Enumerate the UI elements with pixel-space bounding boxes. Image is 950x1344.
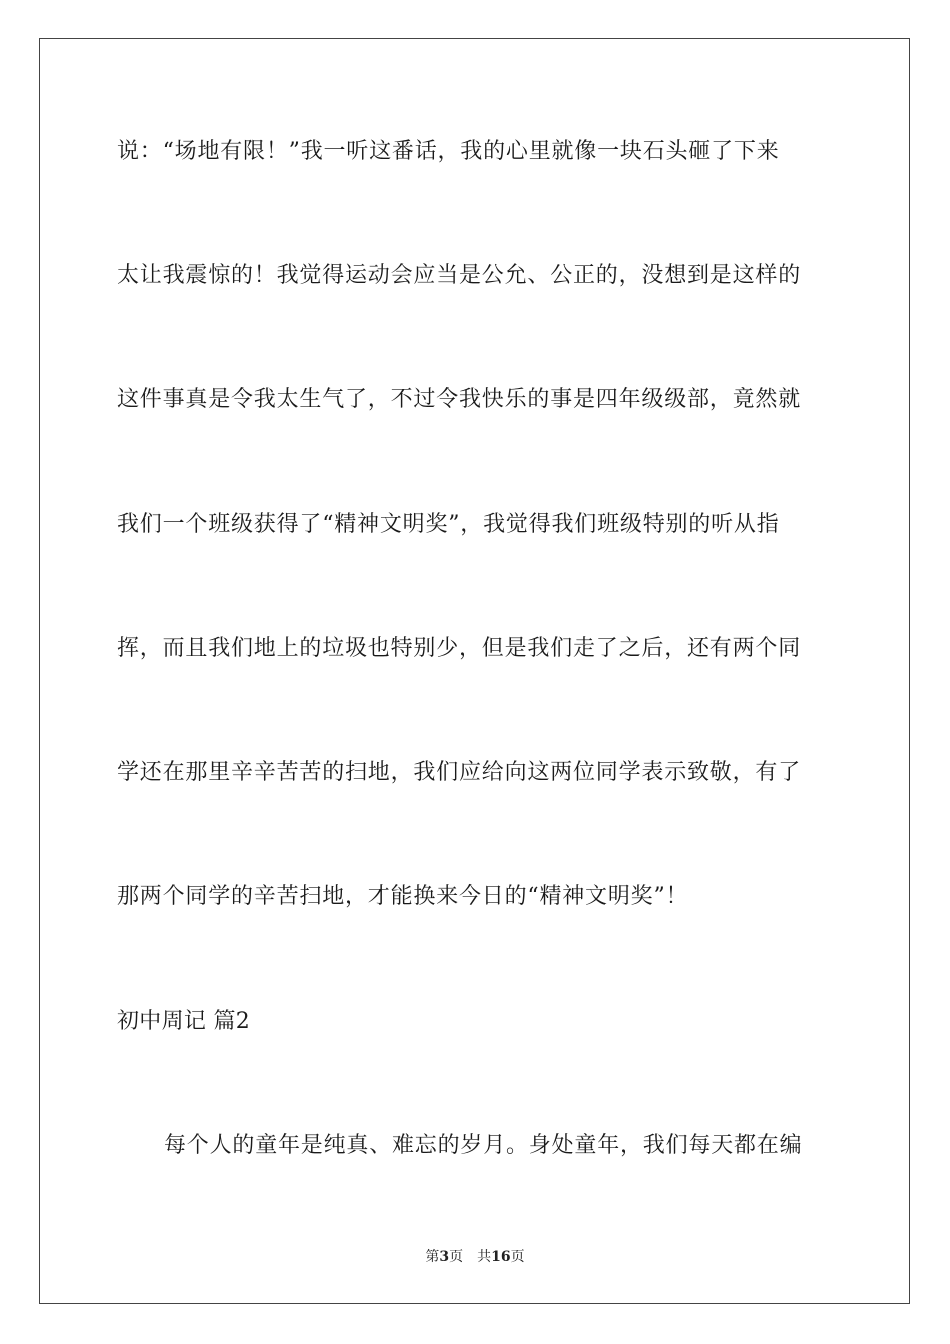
body-line-2: 太让我震惊的！我觉得运动会应当是公允、公正的，没想到是这样的 xyxy=(117,263,802,288)
body-line-5: 挥，而且我们地上的垃圾也特别少，但是我们走了之后，还有两个同 xyxy=(117,636,802,661)
body-line-4: 我们一个班级获得了“精神文明奖”，我觉得我们班级特别的听从指 xyxy=(117,512,780,537)
current-page-number: 3 xyxy=(439,1249,450,1265)
total-page-count: 16 xyxy=(491,1249,511,1265)
page-footer xyxy=(0,1248,950,1266)
total-label-suffix: 页 xyxy=(510,1249,525,1265)
paragraph-first-line: 每个人的童年是纯真、难忘的岁月。身处童年，我们每天都在编 xyxy=(164,1133,803,1158)
body-line-1: 说：“场地有限！”我一听这番话，我的心里就像一块石头砸了下来 xyxy=(117,139,780,164)
section-heading: 初中周记 篇2 xyxy=(117,1009,251,1034)
page-border xyxy=(39,38,910,1304)
body-line-3: 这件事真是令我太生气了，不过令我快乐的事是四年级级部，竟然就 xyxy=(117,387,802,412)
total-label-prefix: 共 xyxy=(477,1249,492,1265)
body-line-7: 那两个同学的辛苦扫地，才能换来今日的“精神文明奖”！ xyxy=(117,884,689,909)
page-label-prefix: 第 xyxy=(425,1249,440,1265)
body-line-6: 学还在那里辛辛苦苦的扫地，我们应给向这两位同学表示致敬，有了 xyxy=(117,760,802,785)
page-label-suffix: 页 xyxy=(449,1249,464,1265)
